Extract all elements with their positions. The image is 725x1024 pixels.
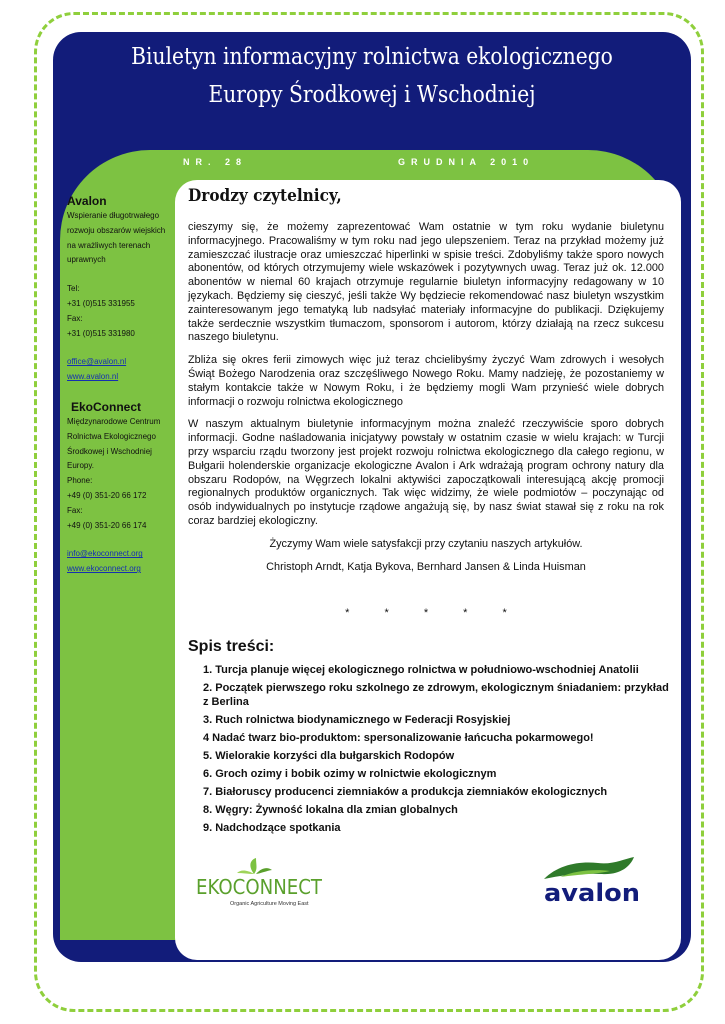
avalon-tel: +31 (0)515 331955 bbox=[67, 298, 135, 308]
avalon-tel-label: Tel: bbox=[67, 284, 80, 294]
contact-sidebar bbox=[67, 193, 170, 577]
ekoconnect-logo-tagline: Organic Agriculture Moving East bbox=[230, 901, 309, 907]
letter-signatures: Christoph Arndt, Katja Bykova, Bernhard Jansen & Linda Huisman bbox=[266, 560, 586, 573]
ekoconnect-logo bbox=[196, 858, 326, 908]
ekoconnect-email-link[interactable]: info@ekoconnect.org bbox=[67, 549, 143, 559]
letter-paragraph-2: Zbliża się okres ferii zimowych więc już teraz chcielibyśmy życzyć Wam zdrowych i wesołych Świąt Bożego Narodzenia oraz szczęśliwego Nowego Roku. Mamy nadzieję, że pozostaniemy w stałym kontakcie także w Nowym Roku, i że będziemy mogli Wam przynieść wiele dobrych informacji o rozwoju rolnictwa ekologicznego bbox=[188, 354, 664, 408]
avalon-name: Avalon bbox=[67, 194, 107, 208]
avalon-logo bbox=[540, 855, 645, 905]
toc-item-5[interactable]: 5. Wielorakie korzyści dla bułgarskich Rodopów bbox=[203, 749, 455, 762]
ekoconnect-leaf-icon bbox=[237, 858, 272, 874]
letter-paragraph-1: cieszymy się, że możemy zaprezentować Wam ostatnie w tym roku wydanie biuletynu informacyjnego. Pracowaliśmy w tym roku nad jego ulepszeniem. Teraz na przykład możemy już zamieszczać ilustracje oraz umieszczać hiperlinki w spisie treści. Zdobyliśmy także sporo nowych abonentów, od których otrzymujemy wiele wskazówek i pozytywnych uwag. Teraz już ok. 12.000 abonentów w niemal 60 krajach otrzymuje regularnie biuletyn informacyjny redagowany w 10 językach. Będziemy się cieszyć, jeśli także Wy będziecie rekomendować nasz biuletyn wszystkim zainteresowanym jego tematyką lub nadsyłać materiały informacyjne do publikacji. Dziękujemy także serdecznie wszystkim tłumaczom, sponsorom i autorom, którzy działają na rzecz sukcesu naszego biuletynu. bbox=[188, 221, 664, 344]
ekoconnect-website-link[interactable]: www.ekoconnect.org bbox=[67, 564, 141, 574]
avalon-email-link[interactable]: office@avalon.nl bbox=[67, 357, 127, 367]
ekoconnect-phone-label: Phone: bbox=[67, 476, 93, 486]
toc-item-7[interactable]: 7. Białoruscy producenci ziemniaków a produkcja ziemniaków ekologicznych bbox=[203, 786, 608, 799]
ekoconnect-phone: +49 (0) 351-20 66 172 bbox=[67, 490, 147, 500]
avalon-logo-text: avalon bbox=[544, 879, 640, 905]
avalon-description: Wspieranie długotrwałego rozwoju obszarów wiejskich na wrażliwych terenach uprawnych bbox=[67, 211, 166, 265]
ekoconnect-logo-text: EKOCONNECT bbox=[196, 875, 323, 899]
ekoconnect-description: Międzynarodowe Centrum Rolnictwa Ekologicznego Środkowej i Wschodniej Europy. bbox=[67, 416, 161, 471]
letter-paragraph-3: W naszym aktualnym biuletynie informacyjnym można znaleźć rzeczywiście sporo dobrych informacji. Godne naśladowania inicjatywy powstały w ostatnim czasie w wielu krajach: w Turcji przy wsparciu rządu tworzony jest projekt rozwoju rolnictwa ekologicznego dla całego regionu, w Bułgarii holenderskie organizacje ekologiczne Avalon i Ark wdrażają program ochrony natury dla obszaru Rodopów, na Węgrzech lokalni aktywiści zapoczątkowali interesującą akcję promocji regionalnych produktów organicznych. Tak więc widzimy, że wiele podmiotów – poczynając od osób indywidualnych po instytucje rządowe angażują się, by nasz świat stawał się z roku na rok coraz bardziej ekologiczny. bbox=[188, 418, 664, 527]
toc-item-2[interactable]: 2. Początek pierwszego roku szkolnego ze zdrowym, ekologicznym śniadaniem: przykład z Berlina bbox=[203, 682, 669, 708]
toc-item-9[interactable]: 9. Nadchodzące spotkania bbox=[203, 822, 341, 835]
toc-title: Spis treści: bbox=[188, 638, 275, 655]
letter-closing: Życzymy Wam wiele satysfakcji przy czytaniu naszych artykułów. bbox=[269, 537, 583, 550]
issue-date: GRUDNIA 2010 bbox=[398, 157, 535, 167]
toc-item-3[interactable]: 3. Ruch rolnictwa biodynamicznego w Federacji Rosyjskiej bbox=[203, 713, 511, 726]
ekoconnect-fax-label: Fax: bbox=[67, 505, 83, 515]
toc-item-4[interactable]: 4 Nadać twarz bio-produktom: spersonalizowanie łańcucha pokarmowego! bbox=[203, 731, 594, 744]
title-line-1: Biuletyn informacyjny rolnictwa ekologicznego bbox=[131, 44, 613, 70]
toc-item-1[interactable]: 1. Turcja planuje więcej ekologicznego rolnictwa w południowo-wschodniej Anatolii bbox=[203, 664, 639, 676]
section-separator: * * * * * bbox=[345, 607, 507, 619]
avalon-website-link[interactable]: www.avalon.nl bbox=[67, 372, 119, 382]
letter-greeting: Drodzy czytelnicy, bbox=[188, 186, 342, 206]
avalon-fax-label: Fax: bbox=[67, 313, 83, 323]
toc-item-6[interactable]: 6. Groch ozimy i bobik ozimy w rolnictwie ekologicznym bbox=[203, 768, 497, 781]
avalon-fax: +31 (0)515 331980 bbox=[67, 328, 135, 338]
newsletter-title bbox=[91, 38, 652, 114]
avalon-hill-icon bbox=[544, 857, 634, 879]
title-line-2: Europy Środkowej i Wschodniej bbox=[208, 82, 536, 108]
letter-body bbox=[188, 221, 664, 583]
table-of-contents bbox=[203, 664, 673, 840]
toc-item-8[interactable]: 8. Węgry: Żywność lokalna dla zmian globalnych bbox=[203, 804, 458, 817]
ekoconnect-name: EkoConnect bbox=[71, 399, 142, 414]
ekoconnect-fax: +49 (0) 351-20 66 174 bbox=[67, 520, 147, 530]
issue-number: NR. 28 bbox=[183, 157, 248, 167]
